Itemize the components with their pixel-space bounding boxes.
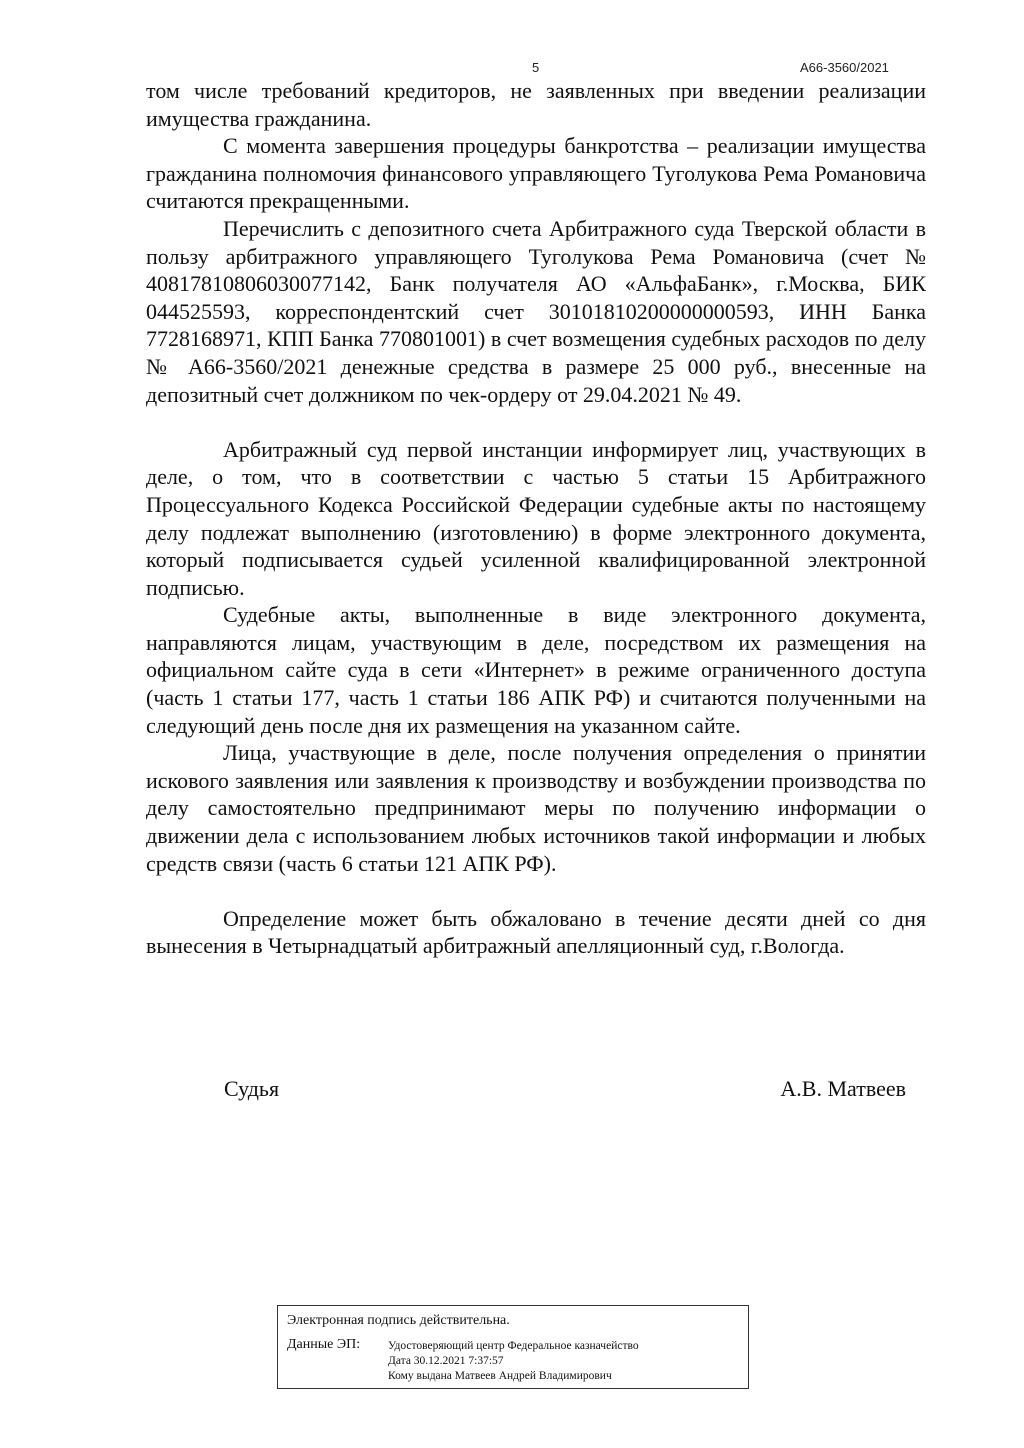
paragraph-spacer <box>146 877 926 905</box>
paragraph-appeal: Определение может быть обжаловано в течение десяти дней со дня вынесения в Четырнадцатый арбитражный апелляционный суд, г.Вологда. <box>146 905 926 959</box>
judge-name: А.В. Матвеев <box>780 1076 906 1101</box>
paragraph-powers-terminated: С момента завершения процедуры банкротства – реализации имущества гражданина полномочия финансового управляющего Туголукова Рема Романовича считаются прекращенными. <box>146 133 926 214</box>
document-body <box>146 77 926 960</box>
e-signature-valid-text: Электронная подпись действительна. <box>287 1313 510 1328</box>
case-number: А66-3560/2021 <box>800 60 889 75</box>
paragraph-court-informs: Арбитражный суд первой инстанции информирует лиц, участвующих в деле, о том, что в соответствии с частью 5 статьи 15 Арбитражного Процессуального Кодекса Российской Федерации судебные акты по настоящему делу подлежат выполнению (изготовлению) в форме электронного документа, который подписывается судьей усиленной квалифицированной электронной подписью. <box>146 436 926 600</box>
paragraph-electronic-acts: Судебные акты, выполненные в виде электронного документа, направляются лицам, участвующим в деле, посредством их размещения на официальном сайте суда в сети «Интернет» в режиме ограниченного доступа (часть 1 статьи 177, часть 1 статьи 186 АПК РФ) и считаются полученными на следующий день после дня их размещения на указанном сайте. <box>146 602 926 738</box>
e-signature-issuer: Удостоверяющий центр Федеральное казначейство <box>388 1340 639 1352</box>
paragraph-participants-measures: Лица, участвующие в деле, после получения определения о принятии искового заявления или заявления к производству и возбуждении производства по делу самостоятельно предпринимают меры по получению информации о движении дела с использованием любых источников такой информации и любых средств связи (часть 6 статьи 121 АПК РФ). <box>146 740 926 876</box>
e-signature-date: Дата 30.12.2021 7:37:57 <box>388 1355 504 1367</box>
paragraph-spacer <box>146 408 926 436</box>
e-signature-details <box>388 1339 639 1384</box>
page-number: 5 <box>532 60 540 75</box>
paragraph-transfer-funds: Перечислить с депозитного счета Арбитражного суда Тверской области в пользу арбитражного управляющего Туголукова Рема Романовича (счет № 40817810806030077142, Банк получателя АО «АльфаБанк», г.Москва, БИК 044525593, корреспондентский счет 30101810200000000593, ИНН Банка 7728168971, КПП Банка 770801001) в счет возмещения судебных расходов по делу № А66-3560/2021 денежные средства в размере 25 000 руб., внесенные на депозитный счет должником по чек-ордеру от 29.04.2021 № 49. <box>146 215 926 407</box>
e-signature-stamp <box>277 1305 749 1389</box>
paragraph-continuation: том числе требований кредиторов, не заявленных при введении реализации имущества гражданина. <box>146 78 926 131</box>
e-signature-data-label: Данные ЭП: <box>287 1337 361 1352</box>
e-signature-issued-to: Кому выдана Матвеев Андрей Владимирович <box>388 1370 612 1382</box>
judge-title: Судья <box>224 1076 280 1101</box>
